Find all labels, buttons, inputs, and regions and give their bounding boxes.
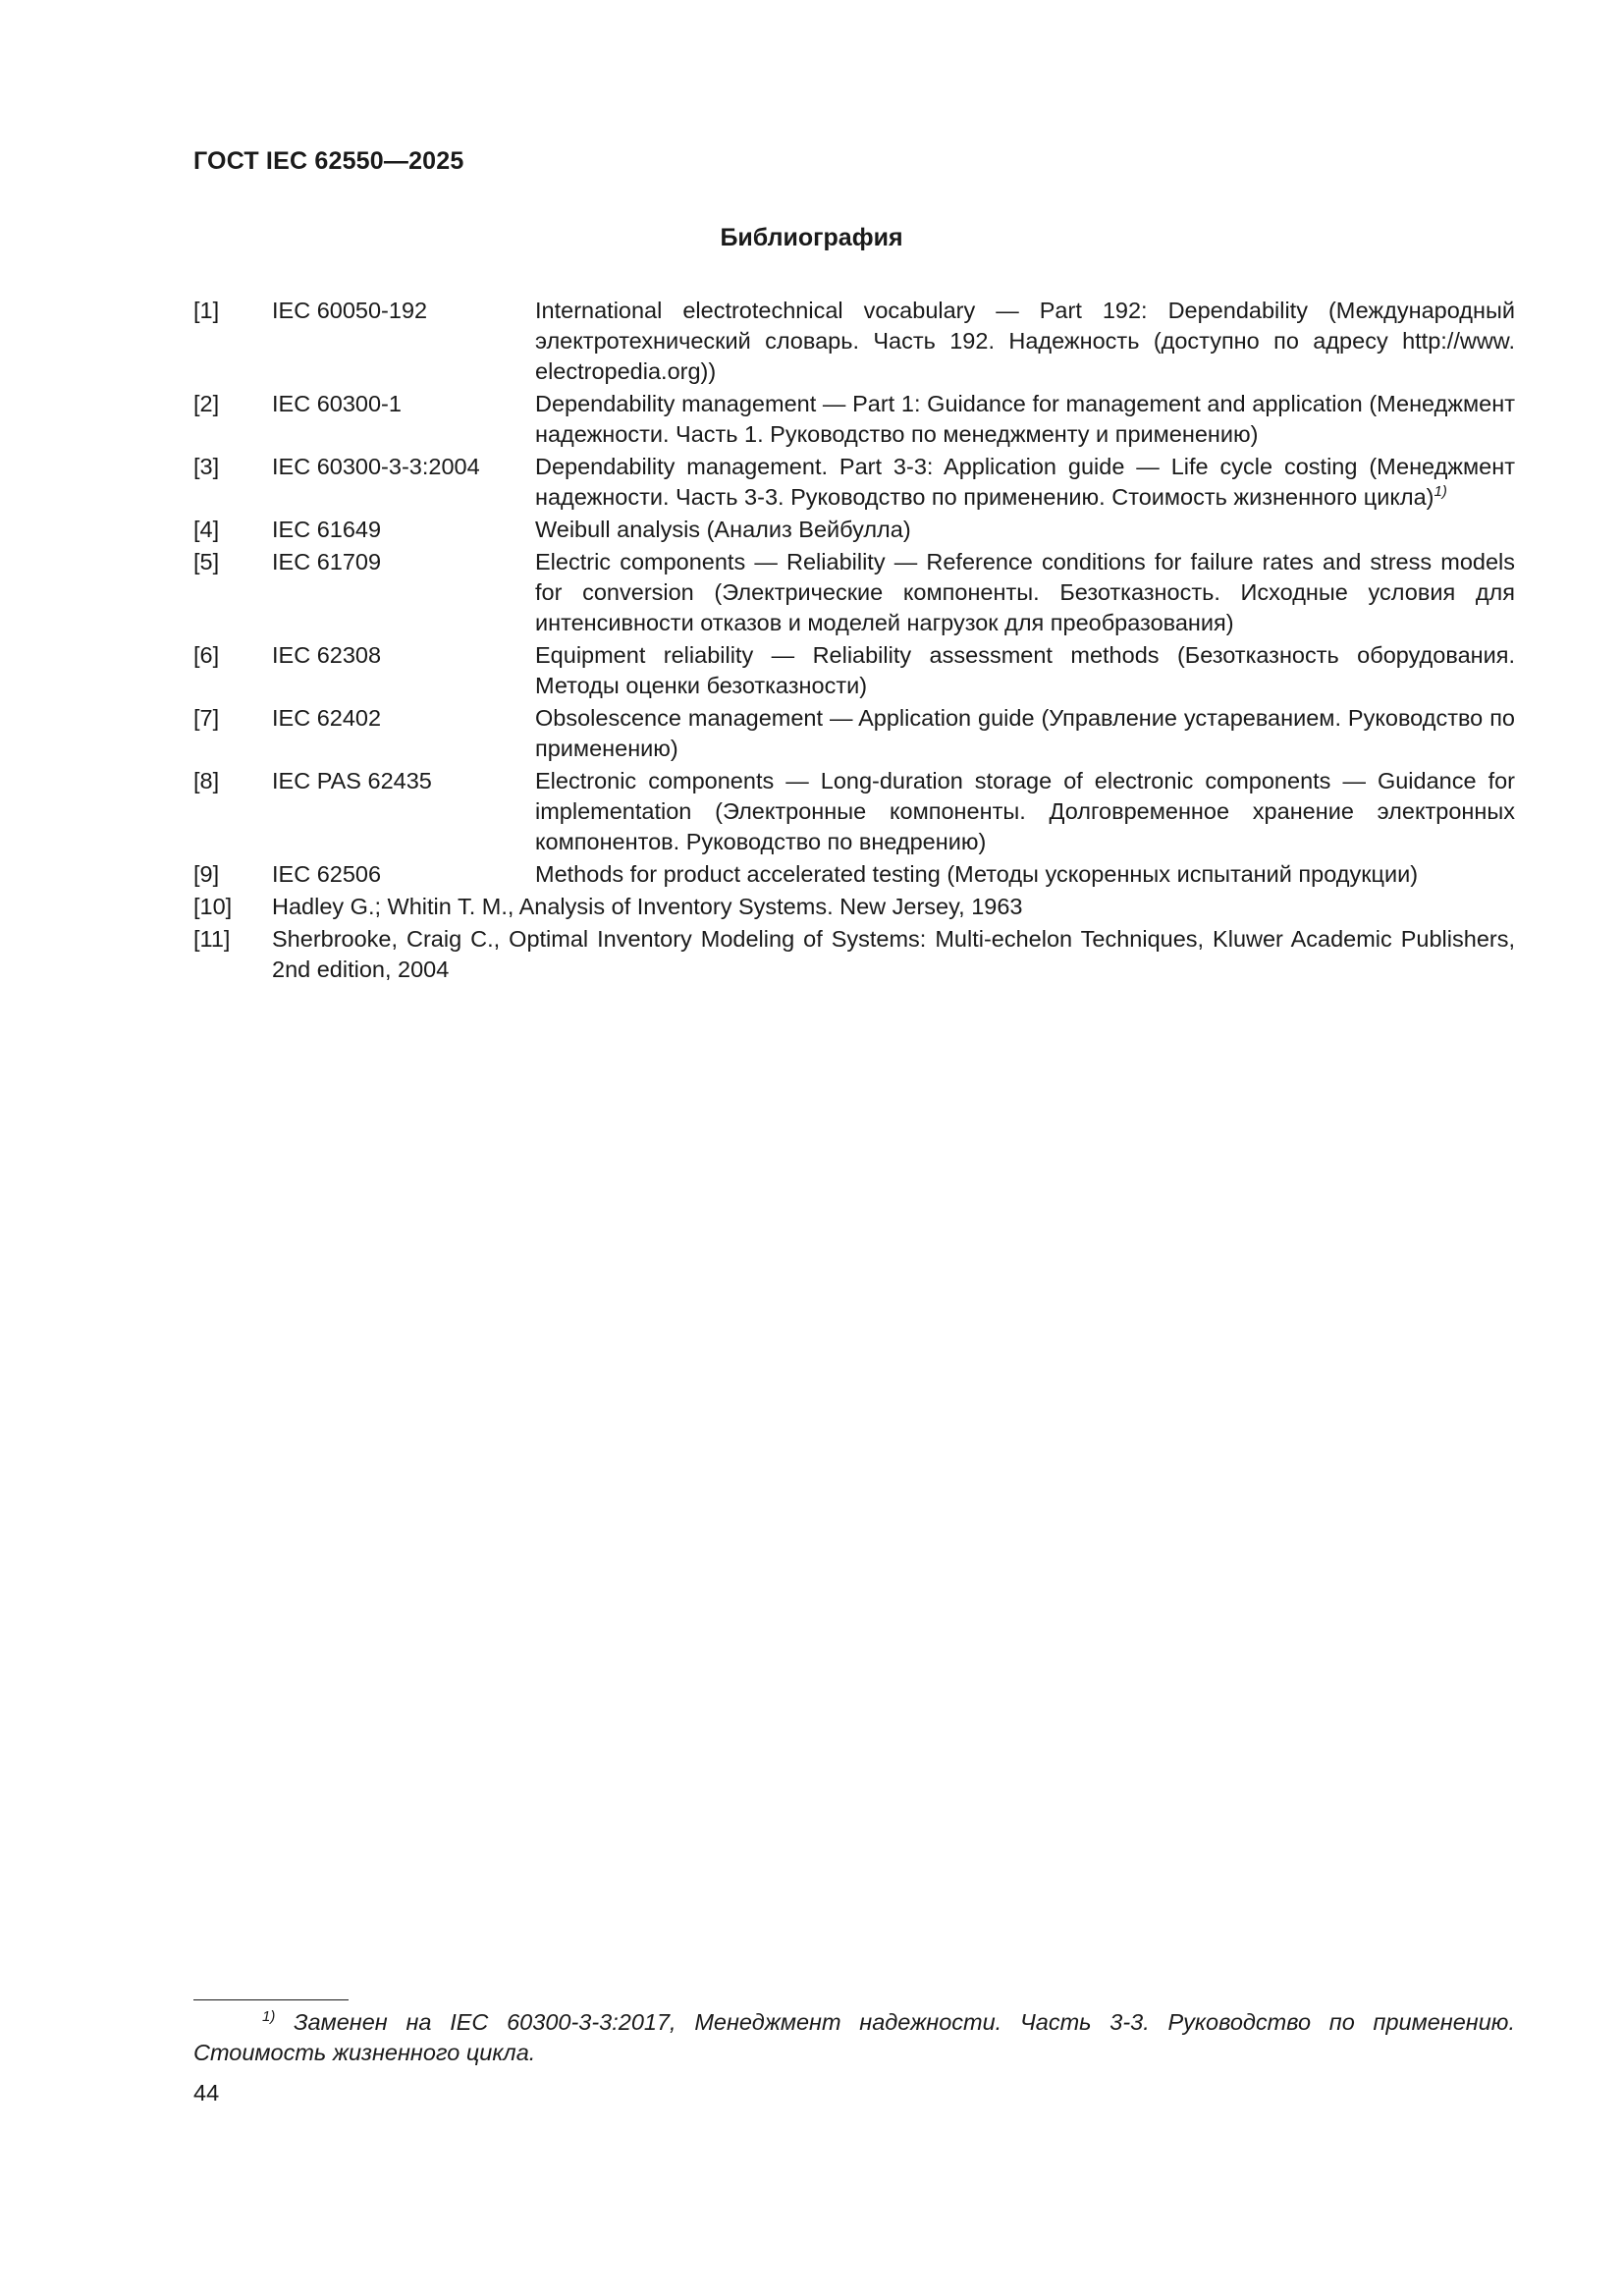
page-number: 44 <box>193 2080 220 2105</box>
bibliography-entry-11 <box>193 924 1515 985</box>
bibliography-entry-2 <box>193 389 1515 450</box>
entry-text: Dependability management. Part 3-3: Application guide — Life cycle costing (Менеджмент надежности. Часть 3-3. Руководство по применению. Стоимость жизненного цикла) <box>535 454 1515 510</box>
footnote-marker: 1) <box>262 2008 276 2026</box>
bibliography-list <box>193 296 1515 987</box>
entry-number: [6] <box>193 642 220 668</box>
entry-code: IEC 62402 <box>272 705 382 731</box>
bibliography-entry-10 <box>193 892 1515 922</box>
bibliography-entry-8 <box>193 766 1515 857</box>
entry-number: [7] <box>193 705 220 731</box>
entry-text: Hadley G.; Whitin T. M., Analysis of Inventory Systems. New Jersey, 1963 <box>272 894 1023 919</box>
entry-number: [3] <box>193 454 220 479</box>
entry-code: IEC 61709 <box>272 549 382 574</box>
footnote-reference[interactable]: 1) <box>1434 483 1447 501</box>
entry-code: IEC 62506 <box>272 861 382 887</box>
entry-code: IEC 60300-3-3:2004 <box>272 454 480 479</box>
entry-text: Equipment reliability — Reliability assessment methods (Безотказность оборудования. Методы оценки безотказности) <box>535 642 1515 698</box>
entry-number: [8] <box>193 768 220 793</box>
bibliography-entry-9 <box>193 859 1515 890</box>
bibliography-entry-1 <box>193 296 1515 387</box>
document-code-header: ГОСТ IEC 62550—2025 <box>193 147 464 175</box>
bibliography-entry-7 <box>193 703 1515 764</box>
entry-text: Dependability management — Part 1: Guidance for management and application (Менеджмент надежности. Часть 1. Руководство по менеджменту и применению) <box>535 391 1515 447</box>
footnote-divider <box>193 1999 349 2000</box>
entry-text-container <box>535 452 1515 513</box>
entry-number: [9] <box>193 861 220 887</box>
entry-code: IEC 60300-1 <box>272 391 402 416</box>
entry-text: Obsolescence management — Application guide (Управление устареванием. Руководство по применению) <box>535 705 1515 761</box>
entry-text: Weibull analysis (Анализ Вейбулла) <box>535 517 911 542</box>
entry-number: [2] <box>193 391 220 416</box>
entry-code: IEC PAS 62435 <box>272 768 432 793</box>
entry-number: [1] <box>193 298 220 323</box>
entry-code: IEC 62308 <box>272 642 382 668</box>
bibliography-entry-4 <box>193 515 1515 545</box>
entry-number: [4] <box>193 517 220 542</box>
entry-text: Electronic components — Long-duration storage of electronic components — Guidance for implementation (Электронные компоненты. Долговременное хранение электронных компонентов. Руководство по внедрению) <box>535 768 1515 854</box>
entry-text: Methods for product accelerated testing (Методы ускоренных испытаний продукции) <box>535 861 1419 887</box>
bibliography-entry-5 <box>193 547 1515 638</box>
footnote-text: Заменен на IEC 60300-3-3:2017, Менеджмент надежности. Часть 3-3. Руководство по применению. Стоимость жизненного цикла. <box>193 2009 1515 2065</box>
entry-text: International electrotechnical vocabulary — Part 192: Dependability (Международный электротехнический словарь. Часть 192. Надежность (доступно по адресу http://www. electropedia.org)) <box>535 298 1515 384</box>
entry-number: [10] <box>193 894 233 919</box>
entry-text: Electric components — Reliability — Reference conditions for failure rates and stress models for conversion (Электрические компоненты. Безотказность. Исходные условия для интенсивности отказов и моделей нагрузок для преобразования) <box>535 549 1515 635</box>
entry-text: Sherbrooke, Craig C., Optimal Inventory Modeling of Systems: Multi-echelon Techniques, Kluwer Academic Publishers, 2nd edition, 2004 <box>272 926 1515 982</box>
section-title: Библиография <box>720 224 903 251</box>
entry-code: IEC 60050-192 <box>272 298 428 323</box>
entry-number: [5] <box>193 549 220 574</box>
bibliography-entry-3 <box>193 452 1515 513</box>
bibliography-entry-6 <box>193 640 1515 701</box>
footnote <box>193 2007 1515 2068</box>
entry-number: [11] <box>193 926 231 952</box>
entry-code: IEC 61649 <box>272 517 382 542</box>
